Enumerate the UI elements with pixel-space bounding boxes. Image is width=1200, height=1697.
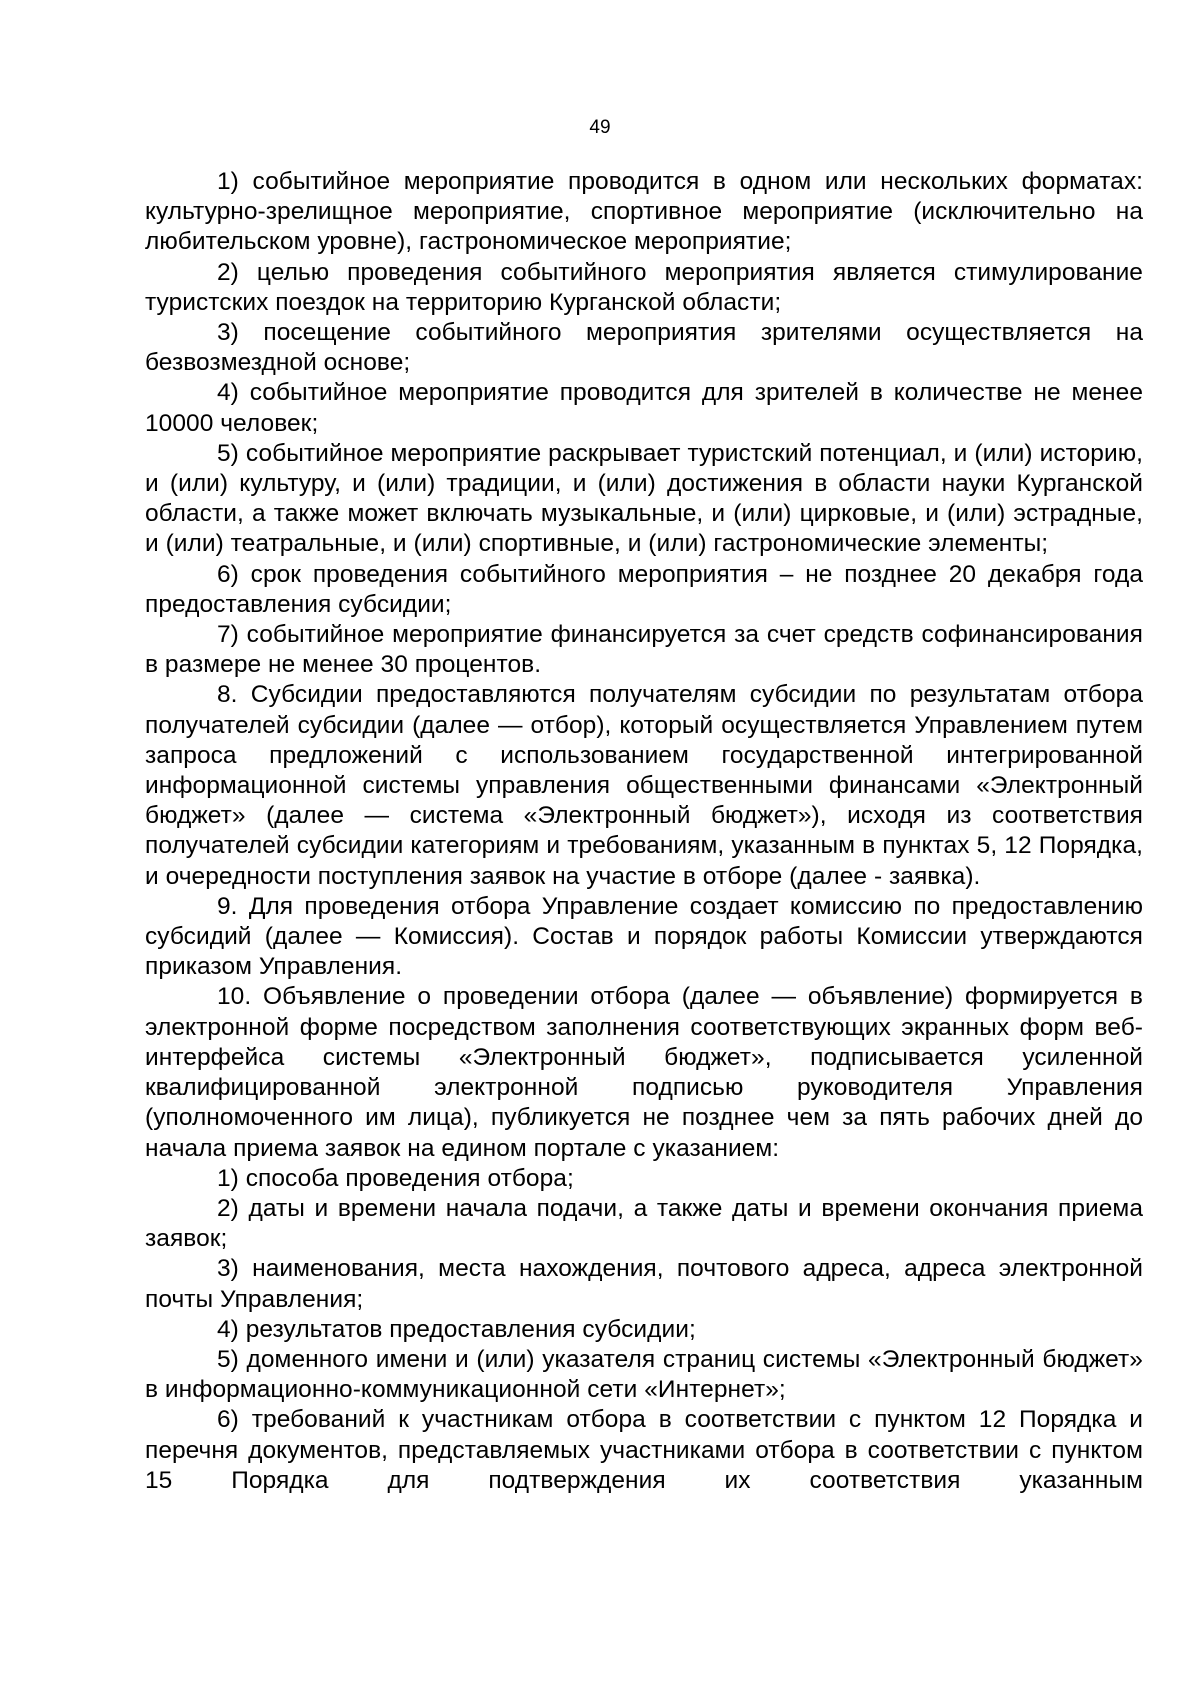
- page-number: 49: [589, 117, 611, 138]
- paragraph-subitem-5: 5) доменного имени и (или) указателя страниц системы «Электронный бюджет» в информационно-коммуникационной сети «Интернет»;: [145, 1345, 1143, 1404]
- paragraph-item-5: 5) событийное мероприятие раскрывает туристский потенциал, и (или) историю, и (или) культуру, и (или) традиции, и (или) достижения в области науки Курганской области, а также может включать музыкальные, и (или) цирковые, и (или) эстрадные, и (или) театральные, и (или) спортивные, и (или) гастрономические элементы;: [145, 439, 1143, 558]
- paragraph-subitem-3: 3) наименования, места нахождения, почтового адреса, адреса электронной почты Управления;: [145, 1255, 1143, 1313]
- paragraph-clause-9: 9. Для проведения отбора Управление создает комиссию по предоставлению субсидий (далее — Комиссия). Состав и порядок работы Комиссии утверждаются приказом Управления.: [145, 892, 1143, 981]
- paragraph-subitem-4: 4) результатов предоставления субсидии;: [217, 1315, 696, 1343]
- paragraph-clause-10: 10. Объявление о проведении отбора (далее — объявление) формируется в электронной форме посредством заполнения соответствующих экранных форм веб-интерфейса системы «Электронный бюджет», подписывается усиленной квалифицированной электронной подписью руководителя Управления (уполномоченного им лица), публикуется не позднее чем за пять рабочих дней до начала приема заявок на едином портале с указанием:: [145, 983, 1143, 1162]
- paragraph-subitem-2: 2) даты и времени начала подачи, а также даты и времени окончания приема заявок;: [145, 1194, 1143, 1253]
- paragraph-item-6: 6) срок проведения событийного мероприятия – не позднее 20 декабря года предоставления субсидии;: [145, 560, 1143, 618]
- document-body: [145, 167, 1143, 1496]
- paragraph-item-1: 1) событийное мероприятие проводится в одном или нескольких форматах: культурно-зрелищное мероприятие, спортивное мероприятие (исключительно на любительском уровне), гастрономическое мероприятие;: [145, 168, 1143, 256]
- paragraph-clause-8: 8. Субсидии предоставляются получателям субсидии по результатам отбора получателей субсидии (далее — отбор), который осуществляется Управлением путем запроса предложений с использованием государственной интегрированной информационной системы управления общественными финансами «Электронный бюджет» (далее — система «Электронный бюджет»), исходя из соответствия получателей субсидии категориям и требованиям, указанным в пунктах 5, 12 Порядка, и очередности поступления заявок на участие в отборе (далее - заявка).: [145, 681, 1143, 890]
- paragraph-item-3: 3) посещение событийного мероприятия зрителями осуществляется на безвозмездной основе;: [145, 319, 1143, 377]
- paragraph-subitem-6: 6) требований к участникам отбора в соответствии с пунктом 12 Порядка и перечня документов, представляемых участниками отбора в соответствии с пунктом 15 Порядка для подтверждения их соответствия указанным: [145, 1406, 1143, 1494]
- paragraph-item-7: 7) событийное мероприятие финансируется за счет средств софинансирования в размере не менее 30 процентов.: [145, 621, 1143, 679]
- paragraph-subitem-1: 1) способа проведения отбора;: [217, 1164, 574, 1192]
- paragraph-item-4: 4) событийное мероприятие проводится для зрителей в количестве не менее 10000 человек;: [145, 379, 1143, 437]
- paragraph-item-2: 2) целью проведения событийного мероприятия является стимулирование туристских поездок на территорию Курганской области;: [145, 258, 1143, 316]
